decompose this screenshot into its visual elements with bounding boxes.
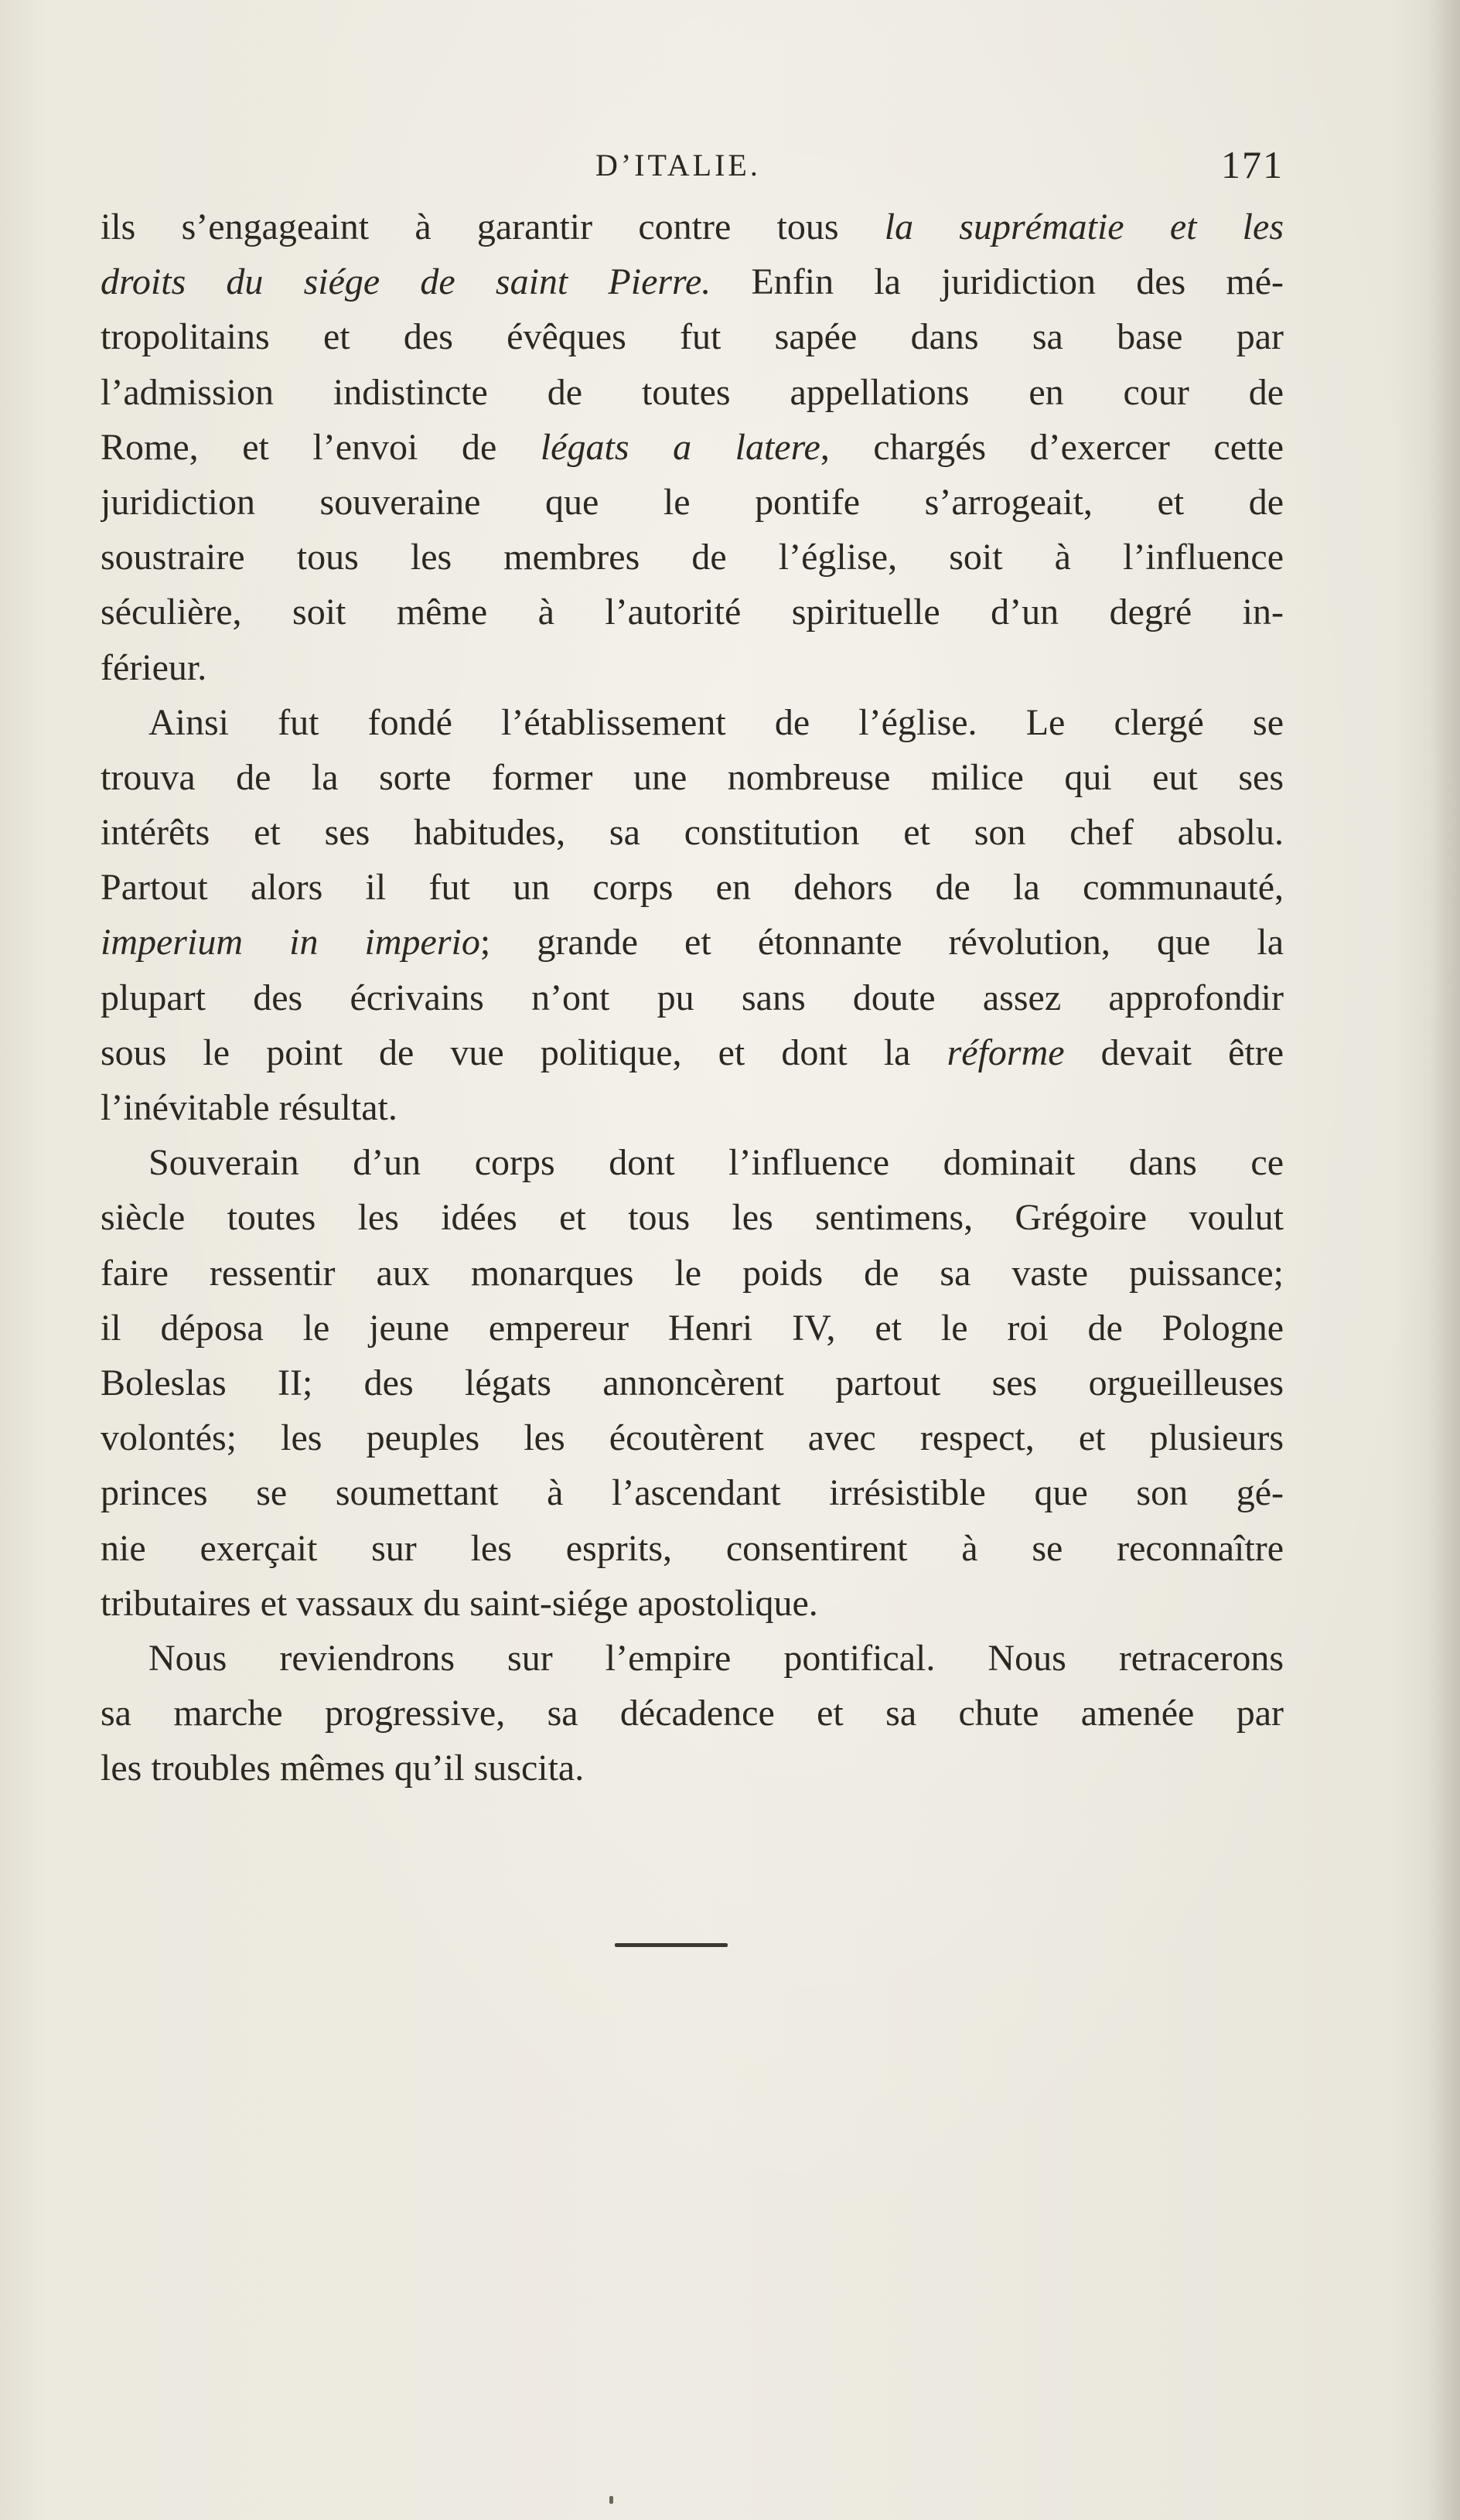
text-line	[101, 1080, 1284, 1135]
text-line	[101, 1521, 1284, 1576]
text-line	[101, 530, 1284, 585]
text-segment: les troubles mêmes qu’il suscita.	[101, 1748, 585, 1789]
text-segment: Enfin la juridiction des mé-	[711, 261, 1284, 303]
text-line	[101, 1686, 1284, 1741]
text-line	[101, 1631, 1284, 1686]
paper-speck	[609, 2496, 613, 2504]
text-line	[101, 1355, 1284, 1410]
text-line	[101, 860, 1284, 915]
page-number: 171	[1221, 143, 1284, 186]
text-line	[101, 750, 1284, 805]
text-segment: devait être	[1064, 1032, 1284, 1073]
text-line	[101, 1190, 1284, 1245]
text-segment: tropolitains et des évêques fut sapée dans sa base par	[101, 316, 1284, 358]
text-line	[101, 420, 1284, 475]
text-segment: il déposa le jeune empereur Henri IV, et le roi de Pologne	[101, 1307, 1284, 1349]
text-line	[101, 1025, 1284, 1080]
text-segment: l’inévitable résultat.	[101, 1087, 397, 1128]
text-line	[101, 1741, 1284, 1795]
text-segment: princes se soumettant à l’ascendant irrésistible que son gé-	[101, 1472, 1284, 1514]
body-text	[101, 199, 1284, 1795]
text-segment: nie exerçait sur les esprits, consentirent à se reconnaître	[101, 1527, 1284, 1569]
text-line	[101, 365, 1284, 420]
text-segment: ; grande et étonnante révolution, que la	[479, 922, 1284, 963]
text-line	[101, 475, 1284, 530]
text-line	[101, 585, 1284, 639]
text-line	[101, 640, 1284, 695]
text-segment: séculière, soit même à l’autorité spirituelle d’un degré in-	[101, 592, 1284, 633]
text-segment: , chargés d’exercer cette	[820, 426, 1284, 468]
text-segment: tributaires et vassaux du saint-siége apostolique.	[101, 1582, 818, 1624]
running-head	[101, 143, 1284, 193]
text-line	[101, 1410, 1284, 1465]
text-segment: juridiction souveraine que le pontife s’arrogeait, et de	[101, 481, 1284, 523]
text-segment: intérêts et ses habitudes, sa constitution et son chef absolu.	[101, 812, 1284, 854]
text-segment: volontés; les peuples les écoutèrent avec respect, et plusieurs	[101, 1417, 1284, 1459]
italic-text-segment: la suprématie et les	[884, 206, 1284, 247]
text-segment: Ainsi fut fondé l’établissement de l’église. Le clergé se	[148, 701, 1284, 743]
italic-text-segment: droits du siége de saint Pierre.	[101, 261, 711, 303]
text-line	[101, 309, 1284, 364]
text-line	[101, 1301, 1284, 1355]
running-title: D’ITALIE.	[595, 148, 761, 182]
text-segment: Boleslas II; des légats annoncèrent partout ses orgueilleuses	[101, 1362, 1284, 1403]
text-segment: siècle toutes les idées et tous les sentimens, Grégoire voulut	[101, 1197, 1284, 1239]
text-segment: Rome, et l’envoi de	[101, 426, 541, 468]
text-segment: soustraire tous les membres de l’église, soit à l’influence	[101, 537, 1284, 578]
text-segment: ils s’engageaint à garantir contre tous	[101, 206, 885, 247]
text-line	[101, 1246, 1284, 1301]
text-segment: Souverain d’un corps dont l’influence dominait dans ce	[148, 1142, 1284, 1184]
text-segment: l’admission indistincte de toutes appellations en cour de	[101, 371, 1284, 413]
text-segment: trouva de la sorte former une nombreuse milice qui eut ses	[101, 756, 1284, 798]
text-line	[101, 1135, 1284, 1190]
text-line	[101, 805, 1284, 860]
text-line	[101, 199, 1284, 254]
text-segment: férieur.	[101, 646, 207, 688]
page-edge-shadow	[1429, 0, 1460, 2520]
italic-text-segment: légats a latere	[540, 426, 820, 468]
text-line	[101, 1465, 1284, 1520]
italic-text-segment: réforme	[947, 1032, 1065, 1073]
text-line	[101, 915, 1284, 970]
text-line	[101, 695, 1284, 750]
text-segment: Partout alors il fut un corps en dehors de la communauté,	[101, 867, 1284, 909]
section-divider	[615, 1943, 728, 1947]
text-segment: faire ressentir aux monarques le poids de sa vaste puissance;	[101, 1252, 1284, 1294]
text-segment: plupart des écrivains n’ont pu sans doute assez approfondir	[101, 977, 1284, 1018]
text-line	[101, 254, 1284, 309]
italic-text-segment: imperium in imperio	[101, 922, 480, 963]
text-segment: Nous reviendrons sur l’empire pontifical. Nous retracerons	[148, 1637, 1284, 1679]
text-segment: sa marche progressive, sa décadence et sa chute amenée par	[101, 1693, 1284, 1734]
text-line	[101, 1576, 1284, 1631]
text-segment: sous le point de vue politique, et dont la	[101, 1032, 947, 1073]
text-line	[101, 970, 1284, 1025]
